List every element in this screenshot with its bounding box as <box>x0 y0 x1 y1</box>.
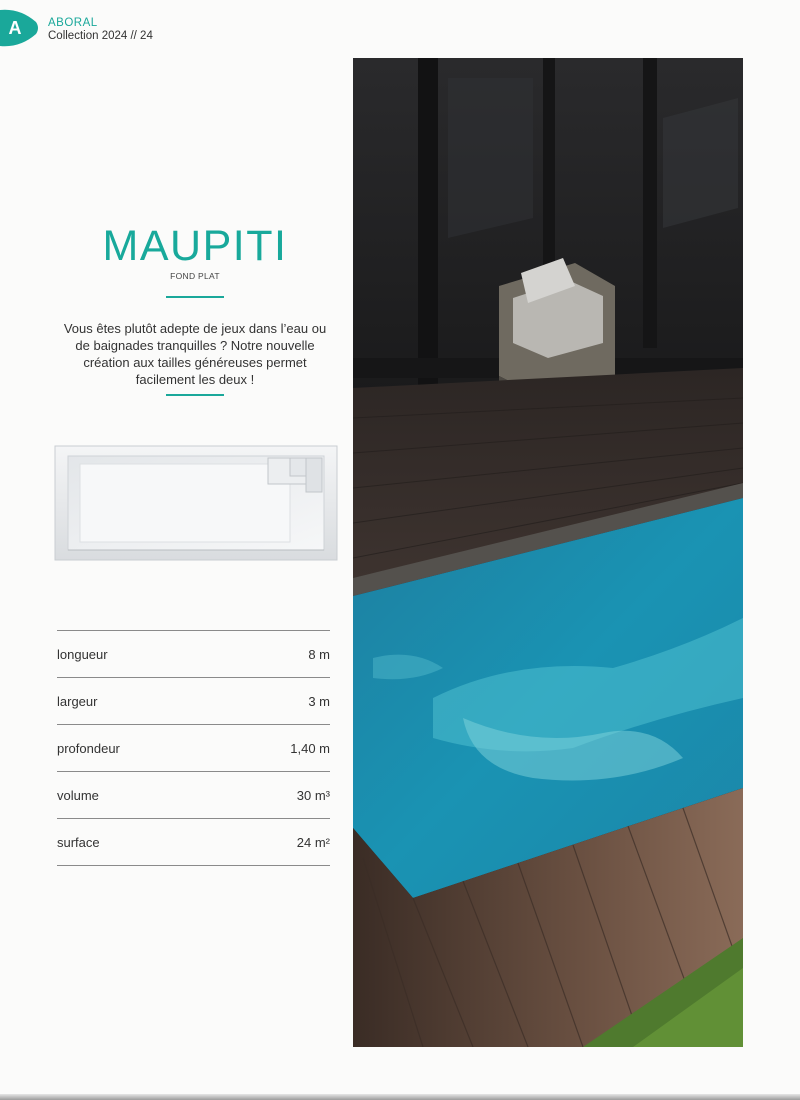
spec-label: surface <box>57 834 100 850</box>
spec-label: profondeur <box>57 740 120 756</box>
spec-row-longueur <box>57 630 330 677</box>
spec-row-largeur <box>57 677 330 724</box>
pool-shape-illustration <box>54 444 338 562</box>
brand-logo-letter: A <box>8 18 22 38</box>
product-title: MAUPITI <box>102 222 288 270</box>
pool-photo <box>353 58 743 1047</box>
collection-label: Collection 2024 // 24 <box>48 30 153 42</box>
spec-label: longueur <box>57 646 108 662</box>
spec-row-profondeur <box>57 724 330 771</box>
product-description: Vous êtes plutôt adepte de jeux dans l’eau ou de baignades tranquilles ? Notre nouvelle création aux tailles généreuses permet facilement les deux ! <box>63 321 327 387</box>
spec-label: largeur <box>57 693 98 709</box>
spec-value: 30 m³ <box>296 787 330 803</box>
specs-table <box>57 630 330 866</box>
brand-name: ABORAL <box>48 17 98 29</box>
spec-value: 8 m <box>308 646 330 662</box>
spec-value: 3 m <box>308 693 330 709</box>
product-subtitle: FOND PLAT <box>170 271 220 281</box>
title-divider <box>166 296 224 298</box>
description-divider <box>166 394 224 396</box>
scan-edge <box>0 1094 800 1100</box>
spec-row-volume <box>57 771 330 818</box>
brand-header <box>48 17 153 43</box>
spec-value: 1,40 m <box>290 740 330 756</box>
spec-label: volume <box>57 787 99 803</box>
brand-logo-icon <box>0 8 40 48</box>
spec-value: 24 m² <box>296 834 330 850</box>
spec-row-surface <box>57 818 330 866</box>
